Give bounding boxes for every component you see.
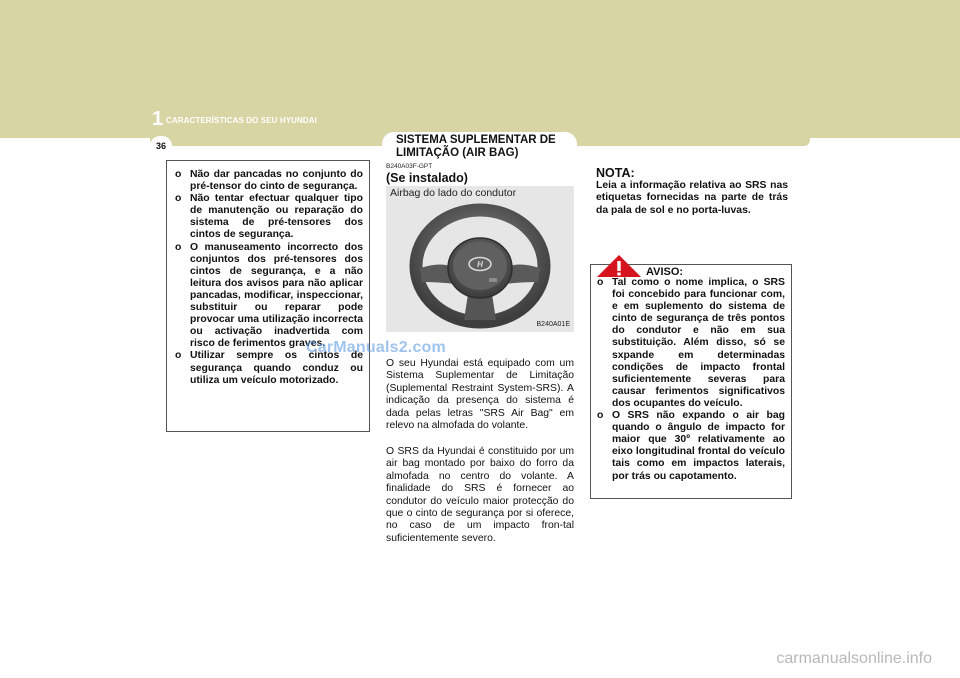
warning-triangle-icon [596,254,642,278]
watermark-link[interactable]: CarManuals2.com [306,339,446,356]
list-item: o Utilizar sempre os cintos de segurança quando conduz ou utiliza um veículo motorizado. [175,350,363,386]
steering-wheel-illustration [386,186,574,332]
note-title: NOTA: [596,166,635,180]
section-title-tab [382,132,577,164]
figure-code: B240A01E [536,321,570,328]
body-paragraph: O SRS da Hyundai é constituido por um air bag montado por baixo do forro da almofada no centro do volante. A finalidade do SRS é fornecer ao condutor do veículo maior protecção do que o cinto de segurança por si oferece, no caso de um impacto fron-tal suficientemente severo. [386,446,574,544]
svg-text:H: H [477,260,483,269]
list-item: o O manuseamento incorrecto dos conjuntos dos pré-tensores dos cintos de segurança, e a não leitura dos avisos para não aplicar pancadas, modificar, inspeccionar, substituir ou reparar pode provocar uma utilização incorrecta ou activação inadvertida com risco de ferimentos graves. [175,241,363,350]
aviso-title: AVISO: [646,266,684,278]
header-band [0,0,960,138]
list-item: o Não dar pancadas no conjunto do pré-tensor do cinto de segurança. [175,169,363,193]
list-item: o O SRS não expando o air bag quando o ângulo de impacto for maior que 30º relativamente ao eixo longitudinal frontal do veículo tais como em impactos laterais, por trás ou capotamento. [597,410,785,482]
page-number: 36 [150,136,172,156]
subheading: (Se instalado) [386,171,468,185]
list-item: o Não tentar efectuar qualquer tipo de manutenção ou reparação do sistema de pré-tensores dos cintos de segurança. [175,193,363,241]
aviso-warning-box [590,264,792,499]
section-title-line1: SISTEMA SUPLEMENTAR DE [396,134,556,146]
note-text: Leia a informação relativa ao SRS nas etiquetas fornecidas na parte de trás da pala de sol e no porta-luvas. [596,180,788,216]
pretensioner-warning-box [166,160,370,432]
chapter-title: CARACTERÍSTICAS DO SEU HYUNDAI [166,116,318,125]
body-paragraph: O seu Hyundai está equipado com um Sistema Suplementar de Limitação (Suplemental Restraint System-SRS). A indicação da presença do sistema é dada pelas letras "SRS Air Bag" em relevo na almofada do volante. [386,358,574,432]
list-item: o Tal como o nome implica, o SRS foi concebido para funcionar com, e em suplemento do sistema de cinto de segurança de três pontos do condutor e não em sua substituição. Além disso, só se sxpande em determinadas condições de impacto frontal suficientemente severas para causar ferimentos significativos dos ocupantes do veículo. [597,277,785,409]
section-code: B240A03F-GPT [386,163,433,170]
footer-brand: carmanualsonline.info [776,650,932,667]
figure-caption: Airbag do lado do condutor [390,187,517,199]
section-title-line2: LIMITAÇÃO (AIR BAG) [396,147,519,159]
chapter-number: 1 [152,108,164,130]
steering-wheel-figure [386,186,574,332]
